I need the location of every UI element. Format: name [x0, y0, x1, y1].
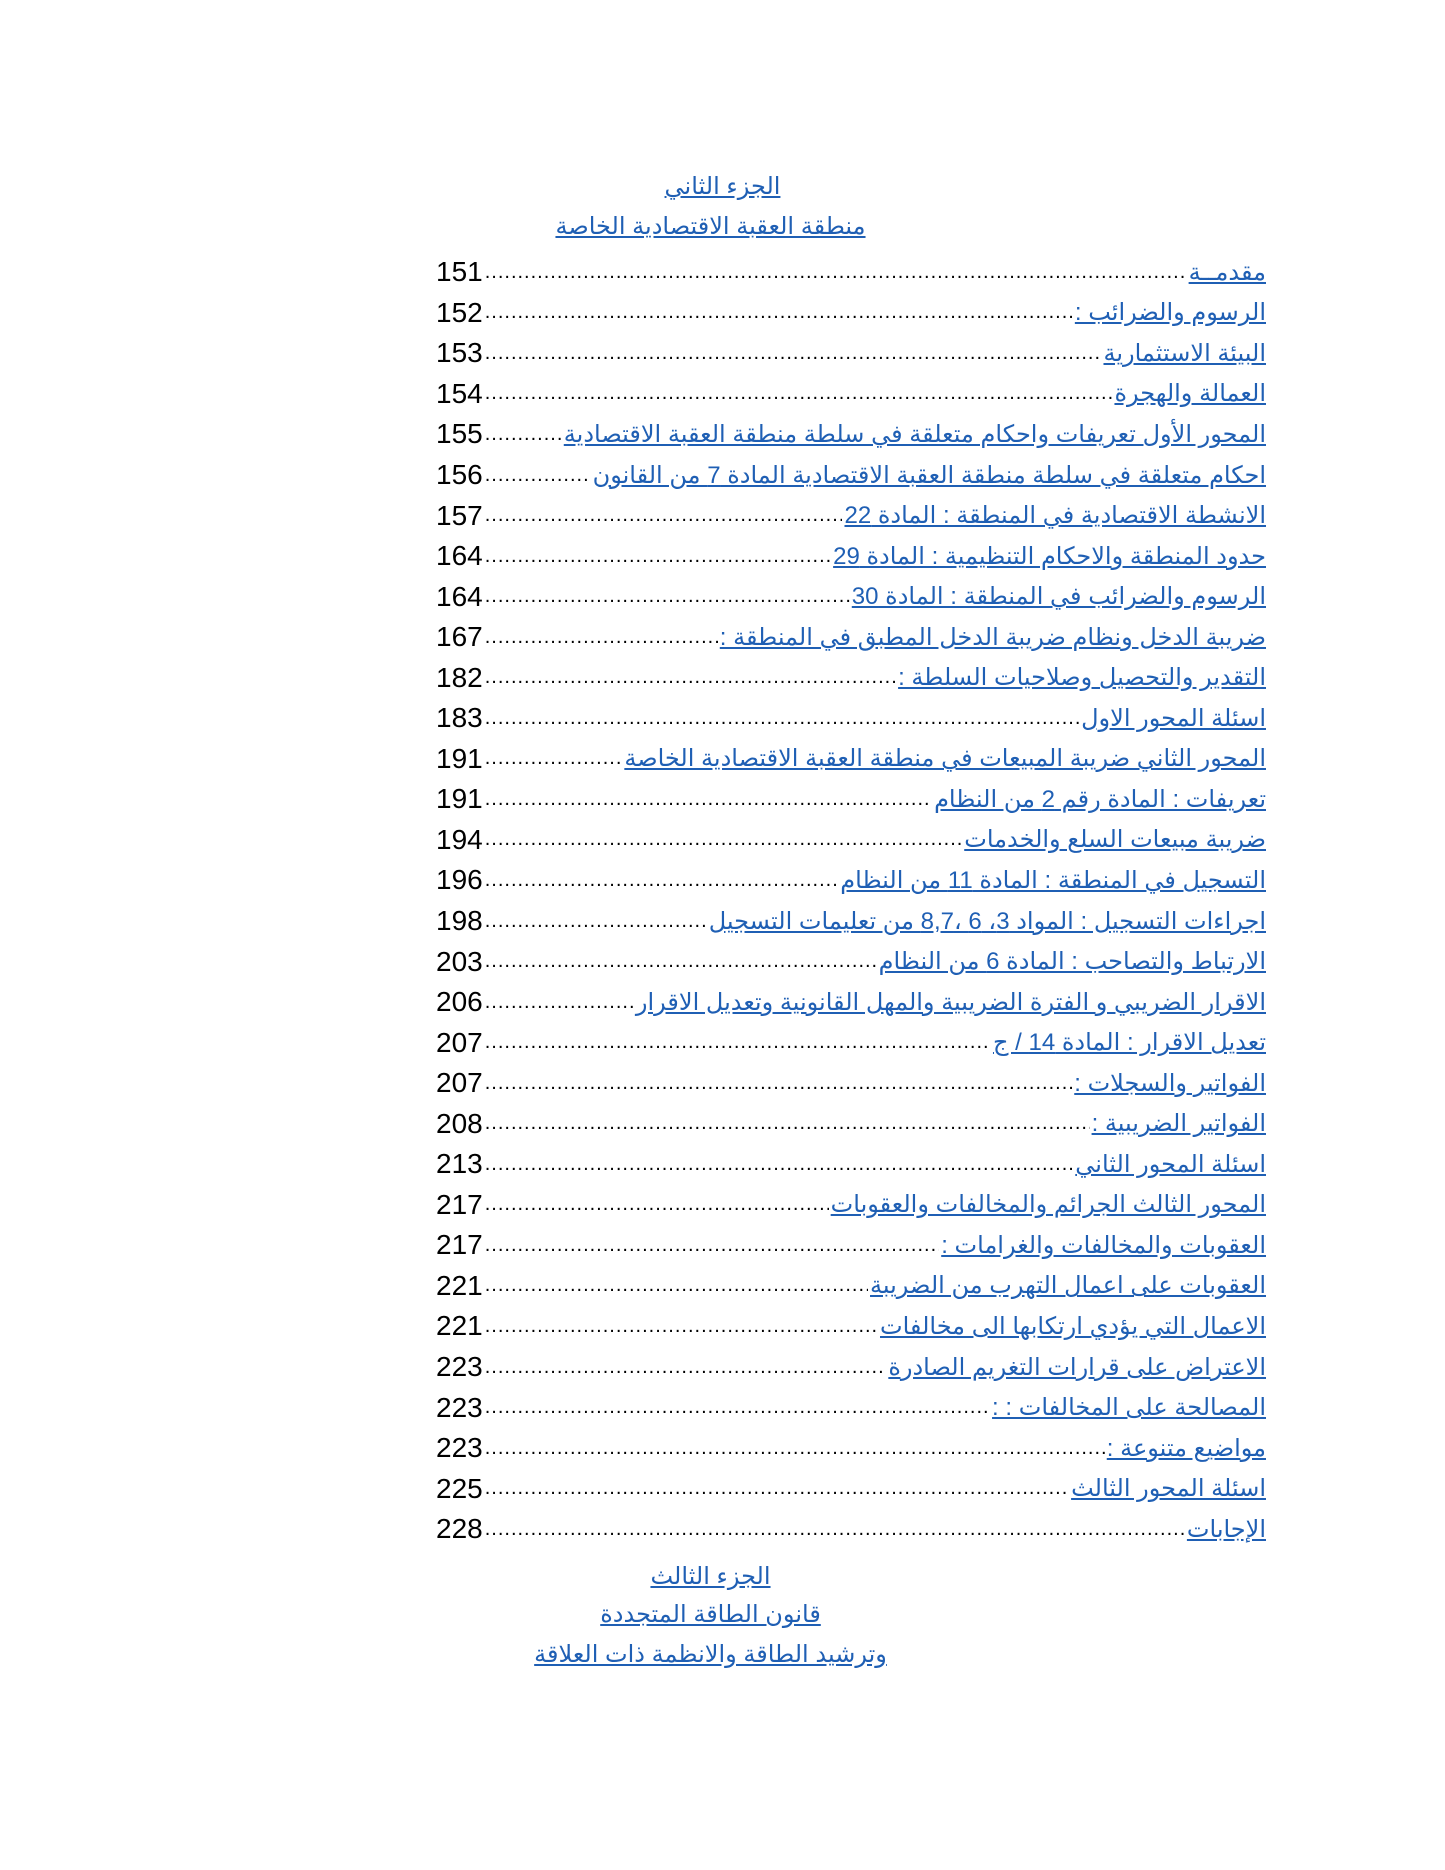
toc-entry-link[interactable]: الإجابات	[1186, 1515, 1266, 1543]
toc-entry-link[interactable]: الاعمال التي يؤدي ارتكابها الى مخالفات	[880, 1312, 1266, 1340]
toc-dot-leader	[485, 707, 1079, 730]
toc-dot-leader	[485, 1518, 1185, 1541]
toc-entry-link[interactable]: تعديل الاقرار : المادة 14 / ج	[992, 1029, 1266, 1057]
toc-entry-link[interactable]: الانشطة الاقتصادية في المنطقة : المادة 22	[844, 502, 1266, 530]
toc-entry-link[interactable]: اسئلة المحور الثالث	[1071, 1475, 1266, 1503]
toc-entry[interactable]	[436, 941, 1266, 982]
toc-entry[interactable]	[436, 536, 1266, 577]
toc-page-number: 208	[436, 1107, 483, 1139]
toc-page-number: 221	[436, 1310, 483, 1342]
part3-subtitle-line2-link[interactable]: وترشيد الطاقة والانظمة ذات العلاقة	[534, 1641, 887, 1668]
toc-dot-leader	[485, 1153, 1074, 1176]
toc-entry[interactable]	[436, 293, 1266, 334]
toc-dot-leader	[485, 1193, 829, 1216]
toc-dot-leader	[485, 788, 932, 811]
toc-entry[interactable]	[436, 252, 1266, 293]
toc-entry[interactable]	[436, 1428, 1266, 1469]
toc-page-number: 206	[436, 986, 483, 1018]
toc-entry-link[interactable]: احكام متعلقة في سلطة منطقة العقبة الاقتصادية المادة 7 من القانون	[592, 461, 1266, 489]
toc-entry[interactable]	[436, 576, 1266, 617]
toc-entry[interactable]	[436, 779, 1266, 820]
toc-dot-leader	[485, 301, 1073, 324]
toc-entry[interactable]	[436, 739, 1266, 780]
toc-entry[interactable]	[436, 1347, 1266, 1388]
toc-dot-leader	[485, 747, 623, 770]
toc-entry[interactable]	[436, 1022, 1266, 1063]
part3-subtitle-line2[interactable]	[0, 1640, 1433, 1669]
part3-subtitle-line1[interactable]	[0, 1600, 1433, 1629]
toc-dot-leader	[485, 626, 718, 649]
toc-entry-link[interactable]: المصالحة على المخالفات : :	[992, 1394, 1266, 1422]
toc-dot-leader	[485, 828, 963, 851]
toc-dot-leader	[485, 991, 634, 1014]
toc-page-number: 157	[436, 499, 483, 531]
toc-entry-link[interactable]: الرسوم والضرائب :	[1074, 299, 1266, 327]
toc-entry-link[interactable]: حدود المنطقة والاحكام التنظيمية : المادة 29	[833, 542, 1266, 570]
toc-page-number: 191	[436, 742, 483, 774]
toc-page-number: 207	[436, 1026, 483, 1058]
toc-entry[interactable]	[436, 1468, 1266, 1509]
toc-page-number: 223	[436, 1432, 483, 1464]
toc-dot-leader	[485, 1031, 991, 1054]
toc-page-number: 217	[436, 1229, 483, 1261]
part3-title[interactable]	[0, 1562, 1433, 1591]
toc-entry[interactable]	[436, 1225, 1266, 1266]
toc-entry-link[interactable]: التقدير والتحصيل وصلاحيات السلطة :	[898, 664, 1266, 692]
part2-title[interactable]	[0, 172, 1445, 201]
toc-entry[interactable]	[436, 1387, 1266, 1428]
toc-dot-leader	[485, 1315, 878, 1338]
toc-entry[interactable]	[436, 1266, 1266, 1307]
toc-page-number: 207	[436, 1067, 483, 1099]
toc-entry[interactable]	[436, 657, 1266, 698]
toc-entry[interactable]	[436, 333, 1266, 374]
toc-dot-leader	[485, 1234, 939, 1257]
toc-page-number: 191	[436, 783, 483, 815]
toc-entry[interactable]	[436, 374, 1266, 415]
toc-entry[interactable]	[436, 414, 1266, 455]
toc-entry[interactable]	[436, 1509, 1266, 1550]
toc-dot-leader	[485, 1437, 1105, 1460]
toc-page-number: 194	[436, 823, 483, 855]
toc-page-number: 154	[436, 377, 483, 409]
toc-entry-link[interactable]: العقوبات والمخالفات والغرامات :	[941, 1231, 1266, 1259]
toc-dot-leader	[485, 464, 591, 487]
toc-page-number: 223	[436, 1351, 483, 1383]
toc-page-number: 156	[436, 459, 483, 490]
part2-title-link[interactable]: الجزء الثاني	[664, 173, 781, 200]
toc-page-number: 228	[436, 1513, 483, 1545]
toc-dot-leader	[485, 585, 850, 608]
toc-page-number: 203	[436, 945, 483, 977]
toc-page-number: 213	[436, 1148, 483, 1180]
toc-entry-link[interactable]: الرسوم والضرائب في المنطقة : المادة 30	[851, 583, 1266, 611]
part2-subtitle-link[interactable]: منطقة العقبة الاقتصادية الخاصة	[555, 213, 866, 240]
toc-entry[interactable]	[436, 1063, 1266, 1104]
toc-entry-link[interactable]: الارتباط والتصاحب : المادة 6 من النظام	[878, 948, 1266, 976]
toc-dot-leader	[485, 1356, 887, 1379]
toc-entry-link[interactable]: الفواتير والسجلات :	[1074, 1069, 1266, 1097]
toc-entry[interactable]	[436, 1306, 1266, 1347]
toc-page-number: 167	[436, 621, 483, 653]
toc-entry-link[interactable]: اجراءات التسجيل : المواد 3، 6 ،8,7 من تعليمات التسجيل	[708, 907, 1266, 935]
toc-entry-link[interactable]: ضريبة مبيعات السلع والخدمات	[964, 826, 1266, 854]
toc-dot-leader	[485, 910, 707, 933]
toc-dot-leader	[485, 950, 877, 973]
toc-entry[interactable]	[436, 982, 1266, 1023]
toc-dot-leader	[485, 1072, 1073, 1095]
toc-page-number: 183	[436, 702, 483, 734]
toc-dot-leader	[485, 1274, 868, 1297]
toc-dot-leader	[485, 1396, 990, 1419]
toc-entry-link[interactable]: الفواتير الضريبية :	[1091, 1110, 1266, 1138]
toc-entry[interactable]	[436, 495, 1266, 536]
toc-entry-link[interactable]: التسجيل في المنطقة : المادة 11 من النظام	[840, 866, 1266, 894]
toc-entry-link[interactable]: تعريفات : المادة رقم 2 من النظام	[934, 785, 1266, 813]
toc-dot-leader	[485, 666, 896, 689]
toc-page-number: 155	[436, 418, 483, 450]
toc-entry-link[interactable]: الاعتراض على قرارات التغريم الصادرة	[888, 1353, 1266, 1381]
toc-entry-link[interactable]: مواضيع متنوعة :	[1106, 1434, 1266, 1462]
toc-entry[interactable]	[436, 820, 1266, 861]
toc-entry[interactable]	[436, 860, 1266, 901]
toc-entry[interactable]	[436, 1103, 1266, 1144]
toc-entry[interactable]	[436, 1144, 1266, 1185]
part2-subtitle[interactable]	[0, 212, 1433, 241]
toc-dot-leader	[485, 1112, 1090, 1135]
toc-page-number: 164	[436, 540, 483, 572]
toc-page-number: 164	[436, 580, 483, 612]
toc-entry-link[interactable]: العقوبات على اعمال التهرب من الضريبة	[870, 1272, 1266, 1300]
toc-entry-link[interactable]: المحور الثاني ضريبة المبيعات في منطقة العقبة الاقتصادية الخاصة	[624, 745, 1266, 773]
toc-entry[interactable]	[436, 901, 1266, 942]
toc-page-number: 217	[436, 1188, 483, 1220]
toc-page-number: 153	[436, 337, 483, 369]
toc-dot-leader	[485, 1477, 1069, 1500]
toc-page-number: 151	[436, 256, 483, 288]
toc-page-number: 198	[436, 905, 483, 937]
toc-dot-leader	[485, 545, 831, 568]
toc-dot-leader	[485, 261, 1187, 284]
toc-page-number: 182	[436, 661, 483, 693]
toc-dot-leader	[485, 869, 839, 892]
toc-entry-link[interactable]: اسئلة المحور الثاني	[1075, 1150, 1266, 1178]
toc-entry-link[interactable]: المحور الثالث الجرائم والمخالفات والعقوبات	[830, 1191, 1266, 1219]
toc-entry-link[interactable]: مقدمــة	[1188, 258, 1266, 286]
part3-title-link[interactable]: الجزء الثالث	[650, 1563, 771, 1590]
toc-entry[interactable]	[436, 455, 1266, 496]
toc-page-number: 223	[436, 1391, 483, 1423]
toc-entry[interactable]	[436, 698, 1266, 739]
toc-dot-leader	[485, 504, 843, 527]
toc-entry-link[interactable]: العمالة والهجرة	[1114, 380, 1266, 408]
toc-entry[interactable]	[436, 617, 1266, 658]
toc-entry[interactable]	[436, 1185, 1266, 1226]
toc-page-number: 221	[436, 1269, 483, 1301]
toc-page-number: 152	[436, 296, 483, 328]
table-of-contents	[436, 252, 1266, 1550]
toc-entry-link[interactable]: البيئة الاستثمارية	[1103, 339, 1266, 367]
part3-subtitle-line1-link[interactable]: قانون الطاقة المتجددة	[600, 1601, 821, 1628]
toc-entry-link[interactable]: الاقرار الضريبي و الفترة الضريبية والمهل القانونية وتعديل الاقرار	[635, 988, 1266, 1016]
toc-dot-leader	[485, 382, 1113, 405]
toc-entry-link[interactable]: اسئلة المحور الاول	[1081, 704, 1266, 732]
toc-dot-leader	[485, 423, 562, 446]
toc-dot-leader	[485, 342, 1102, 365]
toc-page-number: 225	[436, 1472, 483, 1504]
toc-entry-link[interactable]: المحور الأول تعريفات واحكام متعلقة في سلطة منطقة العقبة الاقتصادية	[563, 420, 1266, 448]
toc-entry-link[interactable]: ضريبة الدخل ونظام ضريبة الدخل المطبق في المنطقة :	[719, 623, 1266, 651]
toc-page-number: 196	[436, 864, 483, 896]
